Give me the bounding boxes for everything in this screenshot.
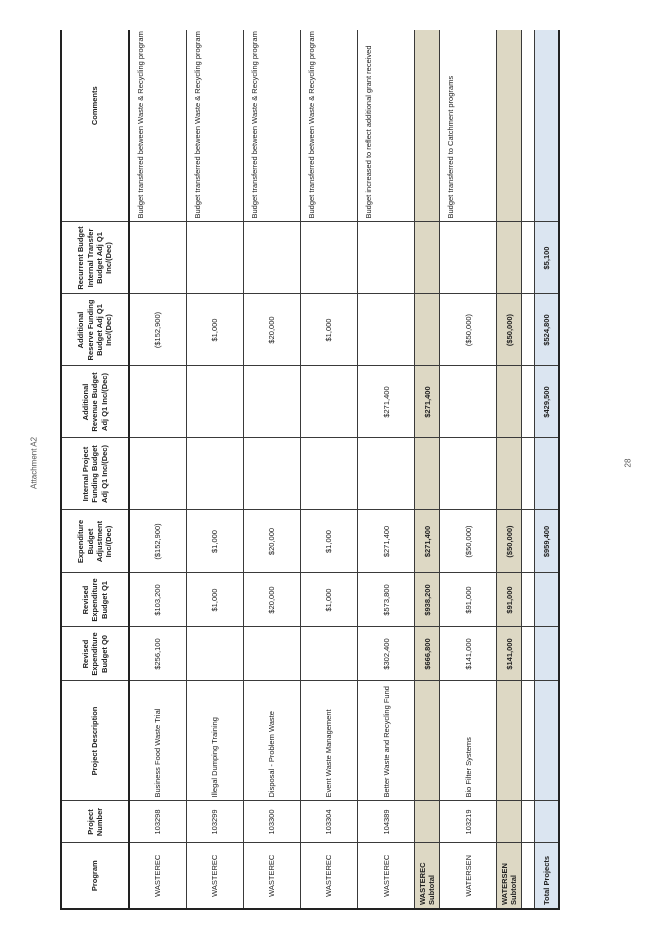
cell-reserve: $20,000 [243, 294, 300, 366]
cell-exp-adj: $1,000 [300, 510, 357, 573]
subtotal-reserve: ($50,000) [497, 294, 522, 366]
total-label: Total Projects [534, 843, 559, 909]
cell-number: 103219 [440, 801, 497, 843]
cell-description: Bio Filter Systems [440, 681, 497, 801]
cell-reserve: $1,000 [300, 294, 357, 366]
cell-q0: $302,400 [358, 627, 415, 681]
cell-internal [129, 438, 186, 510]
col-recurrent-transfer: Recurrent Budget Internal Transfer Budget Adj Q1 Inc/(Dec) [61, 222, 129, 294]
cell-exp-adj: ($152,900) [129, 510, 186, 573]
cell-reserve: ($152,900) [129, 294, 186, 366]
empty-cell [415, 30, 440, 222]
cell-reserve: $1,000 [186, 294, 243, 366]
cell-recurrent [129, 222, 186, 294]
cell-revenue: $271,400 [358, 366, 415, 438]
cell-reserve [358, 294, 415, 366]
empty-cell [534, 627, 559, 681]
subtotal-q1: $938,200 [415, 573, 440, 627]
cell-q0 [186, 627, 243, 681]
empty-cell [522, 438, 534, 510]
cell-internal [243, 438, 300, 510]
rotated-table-container [60, 30, 560, 910]
cell-q1: $573,800 [358, 573, 415, 627]
cell-comment: Budget transferred between Waste & Recycling program [243, 30, 300, 222]
empty-cell [522, 294, 534, 366]
cell-q1: $20,000 [243, 573, 300, 627]
cell-description: Better Waste and Recycling Fund [358, 681, 415, 801]
attachment-label: Attachment A2 [29, 436, 39, 490]
empty-cell [522, 681, 534, 801]
cell-program: WATERSEN [440, 843, 497, 909]
empty-cell [522, 801, 534, 843]
subtotal-revenue: $271,400 [415, 366, 440, 438]
cell-recurrent [300, 222, 357, 294]
cell-q1: $1,000 [300, 573, 357, 627]
cell-program: WASTEREC [129, 843, 186, 909]
cell-description: Illegal Dumping Training [186, 681, 243, 801]
empty-cell [522, 222, 534, 294]
empty-cell [497, 438, 522, 510]
cell-exp-adj: $20,000 [243, 510, 300, 573]
empty-cell [534, 801, 559, 843]
cell-internal [186, 438, 243, 510]
cell-revenue [243, 366, 300, 438]
empty-cell [415, 681, 440, 801]
cell-revenue [129, 366, 186, 438]
empty-cell [497, 366, 522, 438]
cell-q0 [300, 627, 357, 681]
table-row [300, 30, 357, 909]
cell-recurrent [358, 222, 415, 294]
table-row [129, 30, 186, 909]
cell-exp-adj: $1,000 [186, 510, 243, 573]
empty-cell [522, 366, 534, 438]
col-reserve-funding: Additional Reserve Funding Budget Adj Q1 Inc/(Dec) [61, 294, 129, 366]
empty-cell [522, 573, 534, 627]
cell-program: WASTEREC [186, 843, 243, 909]
empty-cell [534, 681, 559, 801]
empty-cell [497, 681, 522, 801]
cell-revenue [300, 366, 357, 438]
subtotal-label: WATERSEN Subtotal [497, 843, 522, 909]
total-exp-adj: $959,400 [534, 510, 559, 573]
empty-cell [534, 573, 559, 627]
empty-cell [522, 510, 534, 573]
cell-recurrent [186, 222, 243, 294]
col-additional-revenue: Additional Revenue Budget Adj Q1 Inc/(Dec) [61, 366, 129, 438]
subtotal-label: WASTEREC Subtotal [415, 843, 440, 909]
cell-comment: Budget transferred between Waste & Recycling program [129, 30, 186, 222]
empty-cell [522, 843, 534, 909]
col-revised-q0: Revised Expenditure Budget Q0 [61, 627, 129, 681]
budget-adjustment-table [60, 30, 560, 910]
cell-comment: Budget transferred between Waste & Recycling program [186, 30, 243, 222]
col-internal-funding: Internal Project Funding Budget Adj Q1 Inc/(Dec) [61, 438, 129, 510]
cell-program: WASTEREC [300, 843, 357, 909]
total-revenue: $429,500 [534, 366, 559, 438]
cell-reserve: ($50,000) [440, 294, 497, 366]
cell-description: Disposal - Problem Waste [243, 681, 300, 801]
cell-number: 103304 [300, 801, 357, 843]
cell-internal [300, 438, 357, 510]
cell-q0 [243, 627, 300, 681]
cell-number: 103299 [186, 801, 243, 843]
cell-comment: Budget transferred between Waste & Recycling program [300, 30, 357, 222]
cell-revenue [186, 366, 243, 438]
subtotal-row-watersen [497, 30, 522, 909]
empty-cell [415, 438, 440, 510]
empty-cell [415, 222, 440, 294]
cell-comment: Budget increased to reflect additional grant received [358, 30, 415, 222]
empty-cell [497, 801, 522, 843]
table-row [186, 30, 243, 909]
cell-q1: $91,000 [440, 573, 497, 627]
col-expenditure-adjustment: Expenditure Budget Adjustment Inc/(Dec) [61, 510, 129, 573]
cell-program: WASTEREC [358, 843, 415, 909]
budget-table-frame [60, 30, 560, 910]
header-row [61, 30, 129, 909]
empty-cell [534, 30, 559, 222]
cell-recurrent [243, 222, 300, 294]
empty-cell [415, 801, 440, 843]
cell-description: Business Food Waste Trial [129, 681, 186, 801]
cell-q1: $1,000 [186, 573, 243, 627]
table-row [440, 30, 497, 909]
page-number: 28 [623, 458, 633, 468]
subtotal-q1: $91,000 [497, 573, 522, 627]
empty-cell [440, 438, 497, 510]
col-project-description: Project Description [61, 681, 129, 801]
cell-description: Event Waste Management [300, 681, 357, 801]
cell-exp-adj: $271,400 [358, 510, 415, 573]
cell-q1: $103,200 [129, 573, 186, 627]
cell-q0: $256,100 [129, 627, 186, 681]
empty-cell [497, 30, 522, 222]
empty-cell [522, 627, 534, 681]
col-revised-q1: Revised Expenditure Budget Q1 [61, 573, 129, 627]
empty-cell [440, 222, 497, 294]
total-recurrent: $5,100 [534, 222, 559, 294]
subtotal-row-wasterec [415, 30, 440, 909]
total-row [534, 30, 559, 909]
cell-internal [358, 438, 415, 510]
subtotal-q0: $666,800 [415, 627, 440, 681]
cell-number: 103300 [243, 801, 300, 843]
cell-program: WASTEREC [243, 843, 300, 909]
cell-number: 104389 [358, 801, 415, 843]
empty-cell [440, 366, 497, 438]
col-project-number: Project Number [61, 801, 129, 843]
col-comments: Comments [61, 30, 129, 222]
table-row [243, 30, 300, 909]
subtotal-q0: $141,000 [497, 627, 522, 681]
empty-cell [522, 30, 534, 222]
subtotal-exp-adj: ($50,000) [497, 510, 522, 573]
cell-exp-adj: ($50,000) [440, 510, 497, 573]
subtotal-exp-adj: $271,400 [415, 510, 440, 573]
total-reserve: $524,800 [534, 294, 559, 366]
cell-number: 103298 [129, 801, 186, 843]
empty-cell [534, 438, 559, 510]
empty-cell [497, 222, 522, 294]
col-program: Program [61, 843, 129, 909]
cell-q0: $141,000 [440, 627, 497, 681]
empty-cell [415, 294, 440, 366]
cell-comment: Budget transferred to Catchment programs [440, 30, 497, 222]
table-row [358, 30, 415, 909]
spacer-row [522, 30, 534, 909]
